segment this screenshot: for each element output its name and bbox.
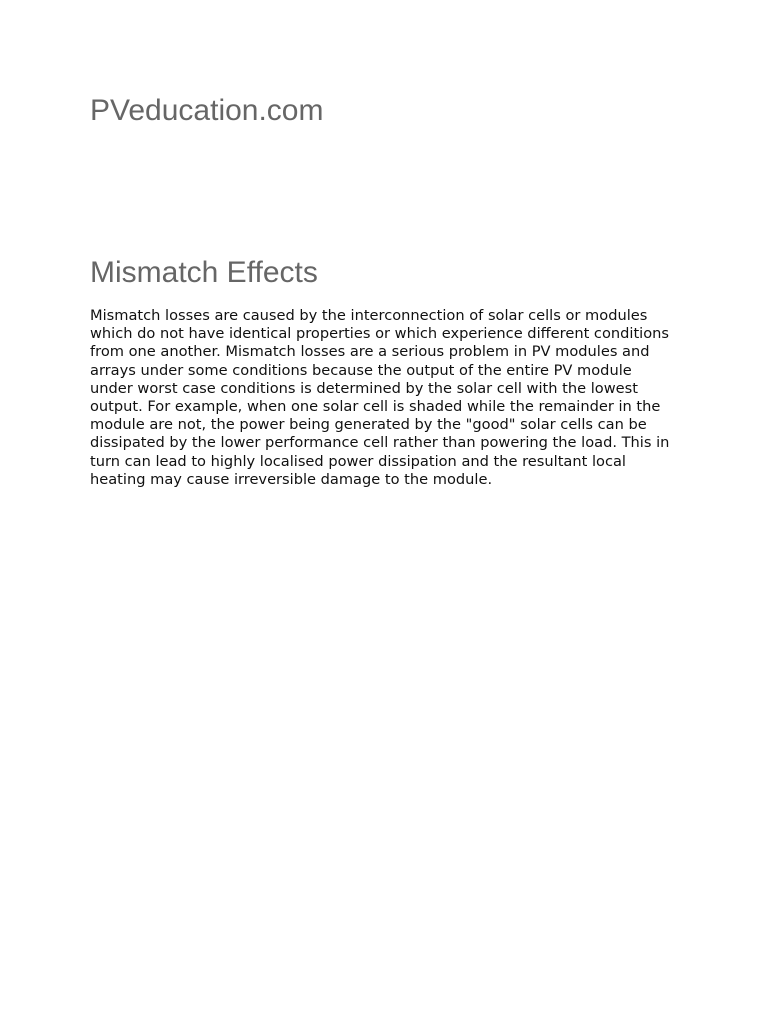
- site-title: PVeducation.com: [90, 94, 324, 127]
- section-heading: Mismatch Effects: [90, 256, 318, 289]
- body-paragraph: Mismatch losses are caused by the interconnection of solar cells or modules which do not have identical properties or which experience different conditions from one another. Mismatch losses are a serious problem in PV modules and arrays under some conditions because the output of the entire PV module under worst case conditions is determined by the solar cell with the lowest output. For example, when one solar cell is shaded while the remainder in the module are not, the power being generated by the "good" solar cells can be dissipated by the lower performance cell rather than powering the load. This in turn can lead to highly localised power dissipation and the resultant local heating may cause irreversible damage to the module.: [90, 307, 670, 488]
